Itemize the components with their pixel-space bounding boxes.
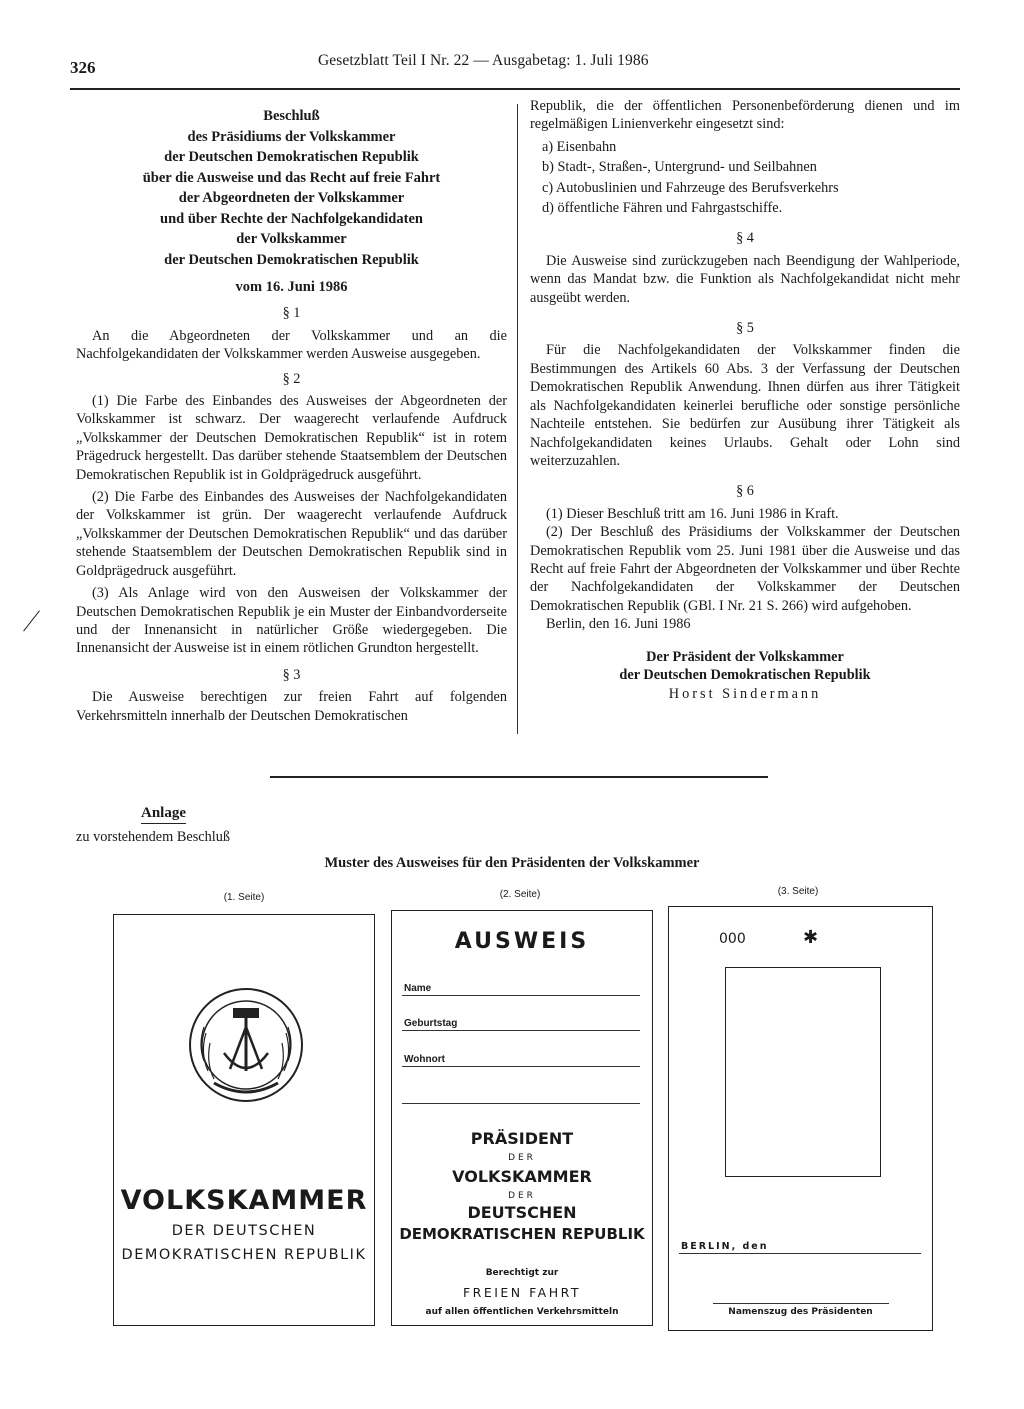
decision-date: vom 16. Juni 1986 [235, 279, 348, 295]
list-item: b) Stadt-, Straßen-, Untergrund- und Seilbahnen [542, 159, 817, 176]
birthdate-label: Geburtstag [404, 1018, 458, 1029]
section-2-heading: § 2 [282, 370, 301, 387]
cover-line: DER DEUTSCHEN [171, 1223, 317, 1239]
cover-title: VOLKSKAMMER [120, 1185, 368, 1216]
section-2-para-2: (2) Die Farbe des Einbandes des Ausweises der Nachfolgekandidaten der Volkskammer ist grün. Der waagerecht verlaufende Aufdruck „Volkskammer der Deutschen Demokratischen Republik“ und das darüber stehende Staatsemblem der Deutschen Demokratischen Republik sind in Goldprägedruck ausgeführt. [76, 489, 507, 579]
section-6-para-2: (2) Der Beschluß des Präsidiums der Volkskammer der Deutschen Demokratischen Republik vom 25. Juni 1981 über die Ausweise und das Recht auf freie Fahrt der Abgeordneten der Volkskammer und über Rechte der Nachfolgekandidaten der Volkskammer der Deutschen Demokratischen Republik (GBl. I Nr. 21 S. 266) wird aufgehoben. [530, 524, 960, 614]
place-date: Berlin, den 16. Juni 1986 [546, 616, 691, 633]
role-line: DEMOKRATISCHEN REPUBLIK [399, 1225, 645, 1243]
section-3-continuation: Republik, die der öffentlichen Personenbeförderung dienen und im regelmäßigen Linienverkehr eingesetzt sind: [530, 98, 960, 133]
list-item: a) Eisenbahn [542, 138, 617, 155]
section-2-para-3: (3) Als Anlage wird von den Ausweisen der Volkskammer der Deutschen Demokratischen Republik je ein Muster der Einbandvorderseite und der Innenansicht in natürlicher Größe wiedergegeben. Die Innenansicht der Ausweise ist in einem rötlichen Grundton hergestellt. [76, 585, 507, 657]
name-label: Name [404, 983, 432, 994]
section-1-text: An die Abgeordneten der Volkskammer und an die Nachfolgekandidaten der Volkskammer werden Ausweise ausgegeben. [76, 327, 507, 363]
title-line: der Deutschen Demokratischen Republik [164, 251, 419, 268]
birthdate-line [402, 1030, 640, 1031]
berlin-line [679, 1253, 921, 1254]
section-5-heading: § 5 [736, 320, 754, 337]
signatory-title: Der Präsident der Volkskammer [646, 648, 844, 665]
role-line: DEUTSCHEN [467, 1203, 577, 1222]
title-line: Beschluß [263, 108, 320, 124]
id-card-cover [113, 914, 375, 1326]
list-item: d) öffentliche Fähren und Fahrgastschiffe. [542, 200, 783, 217]
berlin-label: BERLIN, den [681, 1241, 769, 1252]
column-divider [517, 104, 518, 734]
annex-subtitle: zu vorstehendem Beschluß [76, 829, 231, 845]
signatory-name: Horst Sindermann [668, 685, 822, 702]
muster-title: Muster des Ausweises für den Präsidenten der Volkskammer [324, 855, 700, 871]
section-4-text: Die Ausweise sind zurückzugeben nach Beendigung der Wahlperiode, wenn das Mandat bzw. die Funktion als Nachfolgekandidat nicht mehr ausgeübt werden. [530, 252, 960, 306]
caption-page-1: (1. Seite) [223, 892, 265, 903]
page-number: 326 [70, 58, 96, 77]
title-line: der Deutschen Demokratischen Republik [164, 149, 419, 165]
star-icon: ✱ [803, 927, 819, 948]
caption-page-3: (3. Seite) [777, 886, 819, 897]
role-der: DER [508, 1153, 536, 1163]
title-line: und über Rechte der Nachfolgekandidaten [160, 210, 423, 227]
role-der: DER [508, 1191, 536, 1201]
title-line: des Präsidiums der Volkskammer [187, 128, 396, 145]
cover-line: DEMOKRATISCHEN REPUBLIK [121, 1247, 367, 1263]
margin-mark [23, 610, 40, 631]
residence-line-2 [402, 1103, 640, 1104]
residence-line [402, 1066, 640, 1067]
role-line: VOLKSKAMMER [452, 1167, 592, 1186]
signature-line [713, 1303, 889, 1304]
name-line [402, 995, 640, 996]
residence-label: Wohnort [404, 1054, 445, 1065]
ausweis-title: AUSWEIS [454, 929, 590, 954]
header-rule [70, 88, 960, 90]
section-3-heading: § 3 [282, 666, 301, 683]
transport-label: auf allen öffentlichen Verkehrsmitteln [425, 1307, 619, 1317]
state-emblem-icon [184, 983, 308, 1107]
list-item: c) Autobuslinien und Fahrzeuge des Berufsverkehrs [542, 179, 839, 196]
free-travel-label: FREIEN FAHRT [462, 1285, 582, 1300]
signature-label: Namenszug des Präsidenten [728, 1307, 873, 1317]
card-number: 000 [719, 931, 746, 947]
section-6-para-1: (1) Dieser Beschluß tritt am 16. Juni 1986 in Kraft. [546, 505, 839, 522]
gazette-header: Gesetzblatt Teil I Nr. 22 — Ausgabetag: 1. Juli 1986 [318, 52, 649, 69]
photo-placeholder [725, 967, 881, 1177]
title-line: über die Ausweise und das Recht auf freie Fahrt [142, 169, 441, 186]
title-line: der Abgeordneten der Volkskammer [178, 190, 405, 206]
section-5-text: Für die Nachfolgekandidaten der Volkskammer finden die Bestimmungen des Artikels 60 Abs. 3 der Verfassung der Deutschen Demokratischen Republik Anwendung. Ihnen dürfen aus ihrer Tätigkeit als Nachfolgekandidaten keinerlei berufliche oder sonstige persönliche Nachteile entstehen. Sie bedürfen zur Ausübung ihrer Tätigkeit als Nachfolgekandidaten keines Urlaubs. Gehalt oder Lohn sind weiterzuzahlen. [530, 342, 960, 469]
section-2-para-1: (1) Die Farbe des Einbandes des Ausweises der Abgeordneten der Volkskammer ist schwarz. Der waagerecht verlaufende Aufdruck „Volkskammer der Deutschen Demokratischen Republik“ ist in rotem Prägedruck hergestellt. Das darüber stehende Staatsemblem der Deutschen Demokratischen Republik ist in Goldprägedruck ausgeführt. [76, 393, 507, 483]
decision-title [76, 106, 507, 270]
section-3-text: Die Ausweise berechtigen zur freien Fahrt auf folgenden Verkehrsmitteln innerhalb der Deutschen Demokratischen [76, 689, 507, 724]
section-4-heading: § 4 [736, 230, 754, 247]
right-column [530, 97, 960, 703]
signature-block [530, 648, 960, 685]
annex-label: Anlage [141, 805, 186, 824]
signatory-title: der Deutschen Demokratischen Republik [619, 667, 871, 684]
title-line: der Volkskammer [236, 231, 347, 247]
caption-page-2: (2. Seite) [499, 889, 541, 900]
id-card-photo-page [668, 906, 933, 1331]
id-card-inside [391, 910, 653, 1326]
section-rule [270, 776, 768, 778]
role-line: PRÄSIDENT [470, 1129, 574, 1148]
entitled-label: Berechtigt zur [485, 1268, 559, 1278]
section-1-heading: § 1 [282, 305, 301, 322]
section-6-heading: § 6 [736, 483, 754, 500]
left-column [76, 106, 507, 725]
